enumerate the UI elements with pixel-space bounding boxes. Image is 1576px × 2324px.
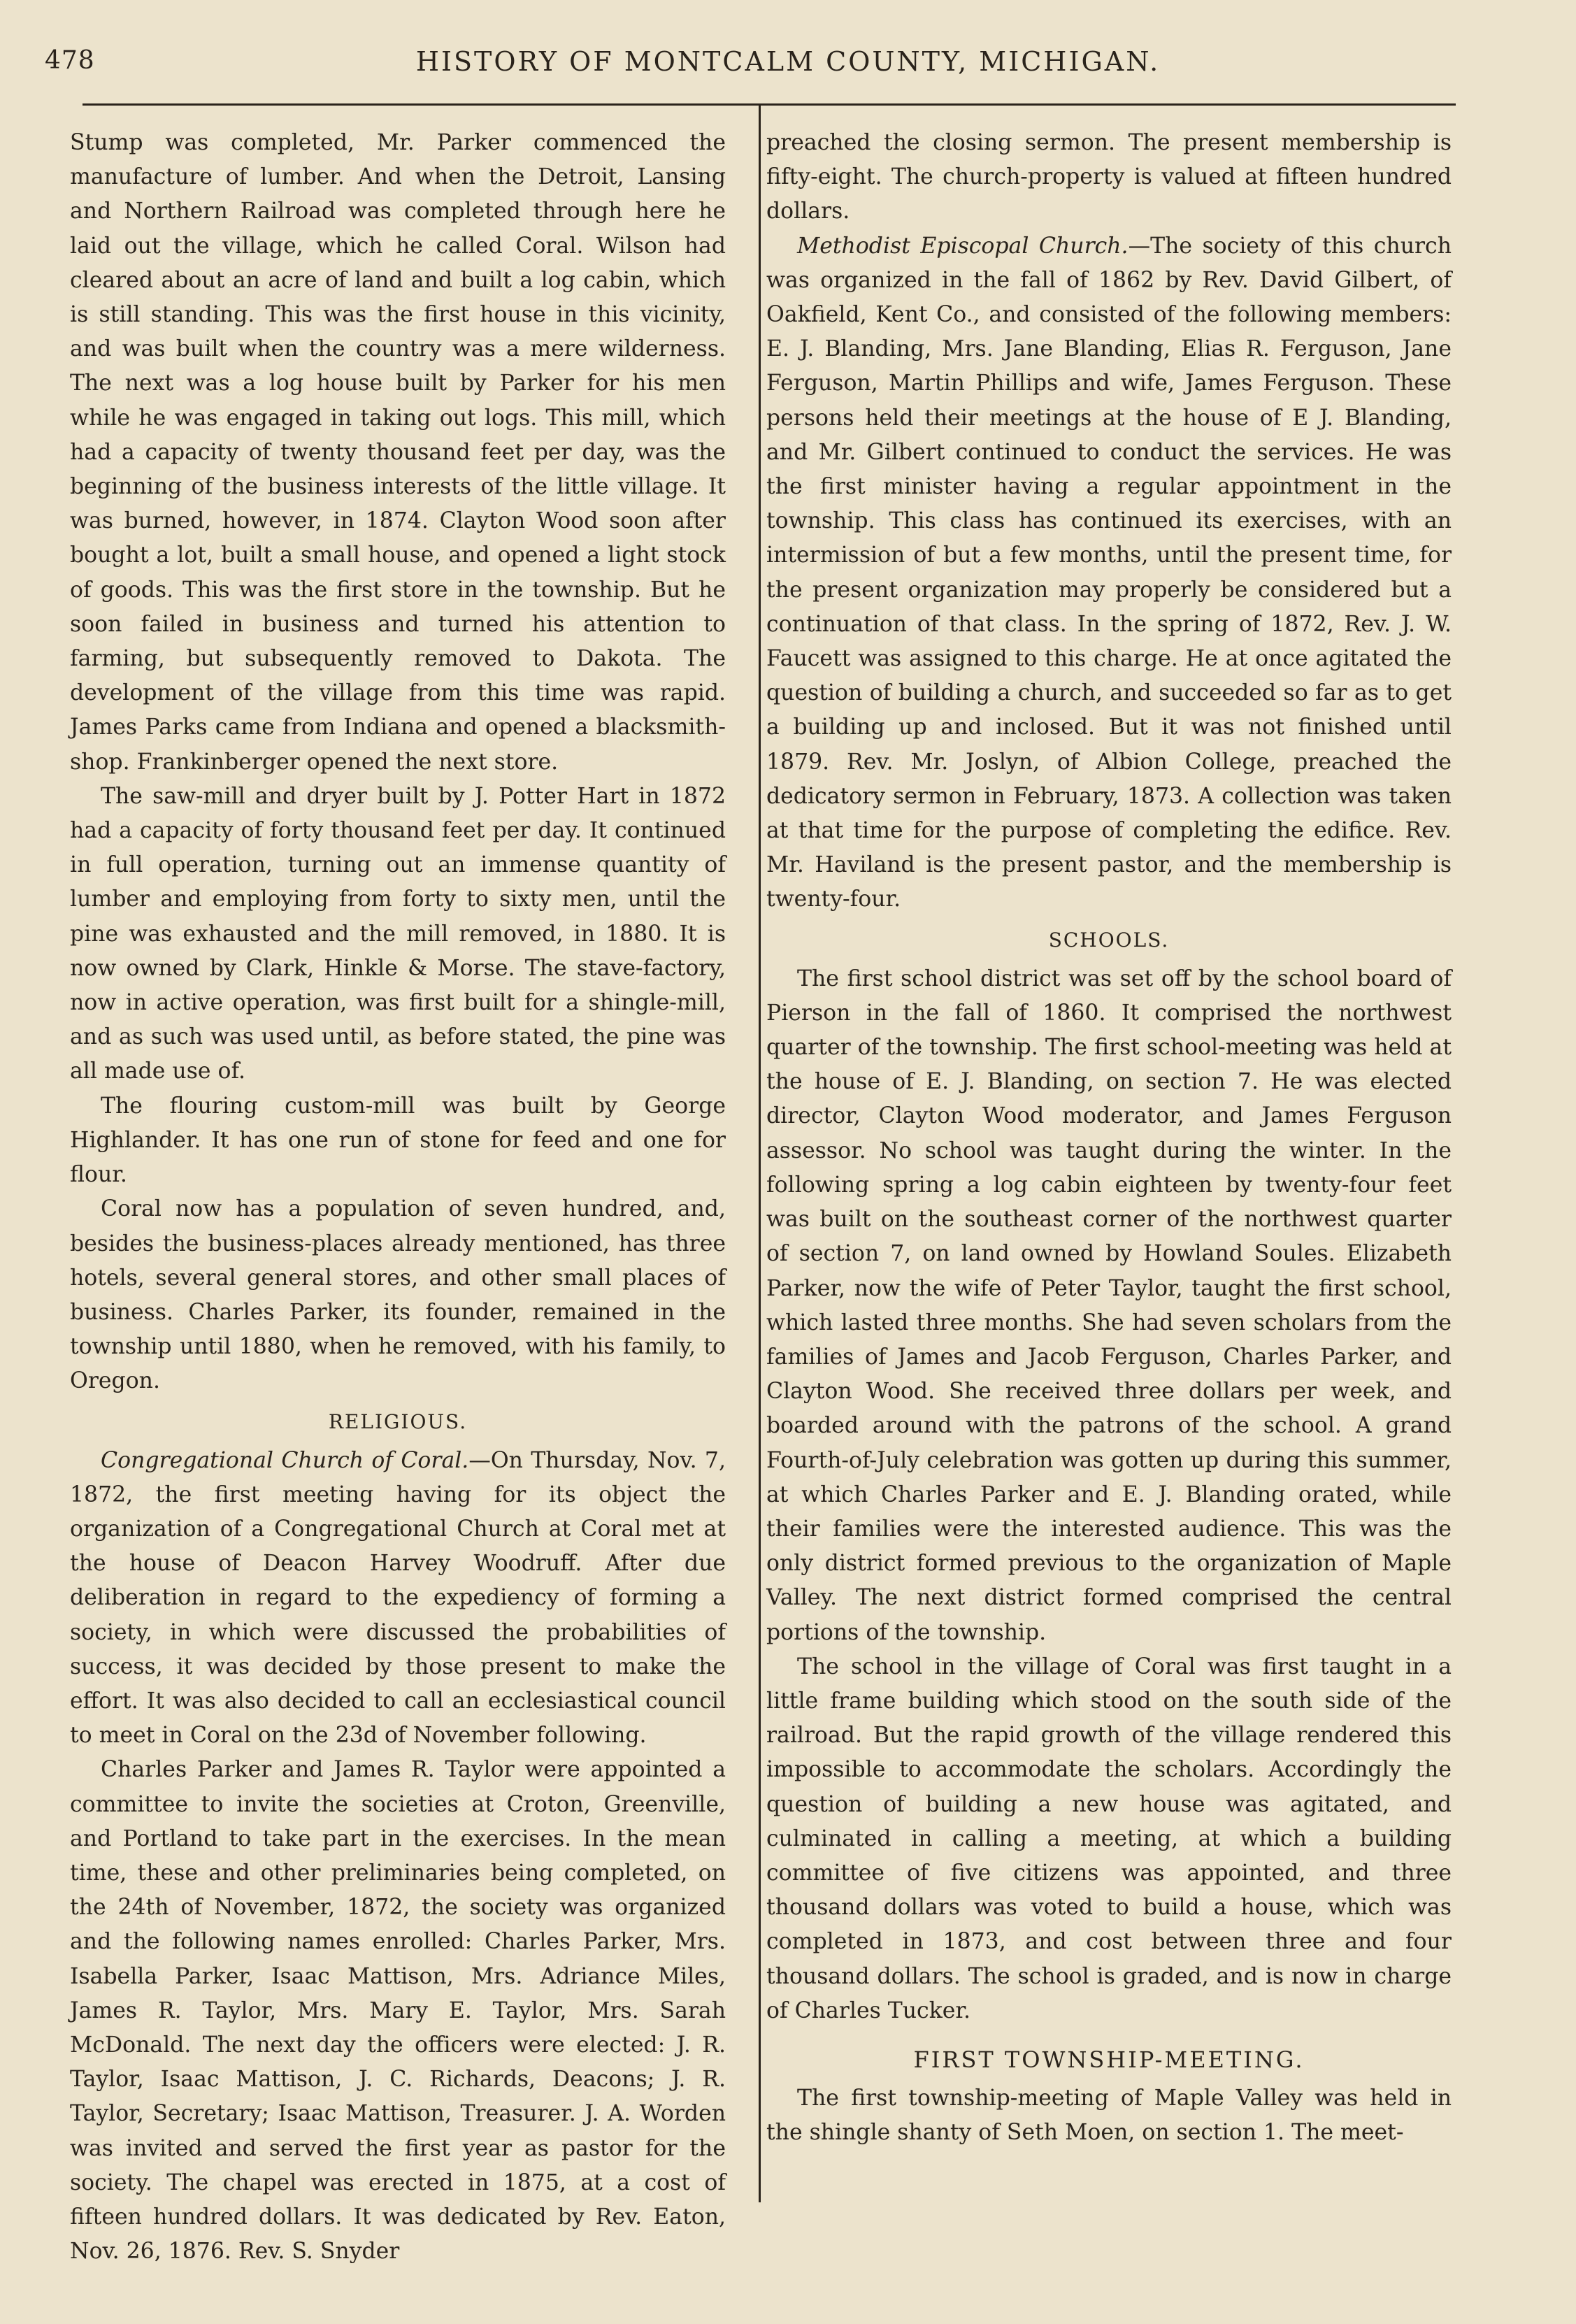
left-column <box>70 126 726 2269</box>
paragraph-first-school: The first school district was set off by the school board of Pierson in the fall of 1860. It comprised the northwest quarter of the township. The first school-meeting was held at the house of E. J. Blanding, on section 7. He was elected director, Clayton Wood moderator, and James Ferguson assessor. No school was taught during the winter. In the following spring a log cabin eighteen by twenty-four feet was built on the southeast corner of the northwest quarter of section 7, on land owned by Howland Soules. Elizabeth Parker, now the wife of Peter Taylor, taught the first school, which lasted three months. She had seven scholars from the families of James and Jacob Ferguson, Charles Parker, and Clayton Wood. She received three dollars per week, and boarded around with the patrons of the school. A grand Fourth-of-July celebration was gotten up during this summer, at which Charles Parker and E. J. Blanding orated, while their families were the interested audience. This was the only district formed previous to the organization of Maple Valley. The next district formed comprised the central portions of the township. <box>766 966 1452 1645</box>
header-rule <box>83 103 1456 106</box>
congregational-church-title: Congregational Church of Coral. <box>101 1447 469 1473</box>
running-title: HISTORY OF MONTCALM COUNTY, MICHIGAN. <box>415 46 1161 77</box>
township-meeting-heading: FIRST TOWNSHIP-MEETING. <box>913 2046 1305 2073</box>
paragraph-saw-mill: The saw-mill and dryer built by J. Potter Hart in 1872 had a capacity of forty thousand feet per day. It continued in full operation, turning out an immense quantity of lumber and employing from forty to sixty men, until the pine was exhausted and the mill removed, in 1880. It is now owned by Clark, Hinkle & Morse. The stave-factory, now in active operation, was first built for a shingle-mill, and as such was used until, as before stated, the pine was all made use of. <box>70 783 726 1084</box>
schools-heading: SCHOOLS. <box>1048 928 1170 952</box>
right-column <box>766 126 1452 2150</box>
methodist-church-text: —The society of this church was organized in the fall of 1862 by Rev. David Gilbert, of Oakfield, Kent Co., and consisted of the following members: E. J. Blanding, Mrs. Jane Blanding, Elias R. Ferguson, Jane Ferguson, Martin Phillips and wife, James Ferguson. These persons held their meetings at the house of E J. Blanding, and Mr. Gilbert continued to conduct the services. He was the first minister having a regular appointment in the township. This class has continued its exercises, with an intermission of but a few months, until the present time, for the present organization may properly be considered but a continuation of that class. In the spring of 1872, Rev. J. W. Faucett was assigned to this charge. He at once agitated the question of building a church, and succeeded so far as to get a building up and inclosed. But it was not finished until 1879. Rev. Mr. Joslyn, of Albion College, preached the dedicatory sermon in February, 1873. A collection was taken at that time for the purpose of completing the edifice. Rev. Mr. Haviland is the present pastor, and the membership is twenty-four. <box>766 233 1452 912</box>
page-number: 478 <box>45 46 95 75</box>
paragraph-population: Coral now has a population of seven hundred, and, besides the business-places already mentioned, has three hotels, several general stores, and other small places of business. Charles Parker, its founder, remained in the township until 1880, when he removed, with his family, to Oregon. <box>70 1196 726 1394</box>
paragraph-closing-sermon: preached the closing sermon. The present membership is fifty-eight. The church-property is valued at fifteen hundred dollars. <box>766 130 1452 224</box>
column-divider <box>759 105 761 2202</box>
paragraph-church-committee: Charles Parker and James R. Taylor were appointed a committee to invite the societies at Croton, Greenville, and Portland to take part in the exercises. In the mean time, these and other preliminaries being completed, on the 24th of November, 1872, the society was organized and the following names enrolled: Charles Parker, Mrs. Isabella Parker, Isaac Mattison, Mrs. Adriance Miles, James R. Taylor, Mrs. Mary E. Taylor, Mrs. Sarah McDonald. The next day the officers were elected: J. R. Taylor, Isaac Mattison, J. C. Richards, Deacons; J. R. Taylor, Secretary; Isaac Mattison, Treasurer. J. A. Worden was invited and served the first year as pastor for the society. The chapel was erected in 1875, at a cost of fifteen hundred dollars. It was dedicated by Rev. Eaton, Nov. 26, 1876. Rev. S. Snyder <box>70 1757 726 2265</box>
paragraph-coral-village: Stump was completed, Mr. Parker commenced the manufacture of lumber. And when the Detroit, Lansing and Northern Railroad was completed through here he laid out the village, which he called Coral. Wilson had cleared about an acre of land and built a log cabin, which is still standing. This was the first house in this vicinity, and was built when the country was a mere wilderness. The next was a log house built by Parker for his men while he was engaged in taking out logs. This mill, which had a capacity of twenty thousand feet per day, was the beginning of the business interests of the little village. It was burned, however, in 1874. Clayton Wood soon after bought a lot, built a small house, and opened a light stock of goods. This was the first store in the township. But he soon failed in business and turned his attention to farming, but subsequently removed to Dakota. The development of the village from this time was rapid. James Parks came from Indiana and opened a blacksmith-shop. Frankinberger opened the next store. <box>70 130 726 775</box>
congregational-church-text: —On Thursday, Nov. 7, 1872, the first meeting having for its object the organization of a Congregational Church at Coral met at the house of Deacon Harvey Woodruff. After due deliberation in regard to the expediency of forming a society, in which were discussed the probabilities of success, it was decided by those present to make the effort. It was also decided to call an ecclesiastical council to meet in Coral on the 23d of November following. <box>70 1447 726 1749</box>
paragraph-congregational-church <box>70 1444 726 1753</box>
paragraph-flouring-mill: The flouring custom-mill was built by George Highlander. It has one run of stone for feed and one for flour. <box>70 1093 726 1188</box>
paragraph-township-meeting: The first township-meeting of Maple Valley was held in the shingle shanty of Seth Moen, on section 1. The meet- <box>766 2085 1452 2146</box>
paragraph-coral-school: The school in the village of Coral was first taught in a little frame building which stood on the south side of the railroad. But the rapid growth of the village rendered this impossible to accommodate the scholars. Accordingly the question of building a new house was agitated, and culminated in calling a meeting, at which a building committee of five citizens was appointed, and three thousand dollars was voted to build a house, which was completed in 1873, and cost between three and four thousand dollars. The school is graded, and is now in charge of Charles Tucker. <box>766 1654 1452 2023</box>
religious-heading: RELIGIOUS. <box>328 1410 468 1433</box>
paragraph-methodist-church <box>766 229 1452 917</box>
methodist-church-title: Methodist Episcopal Church. <box>797 233 1129 259</box>
